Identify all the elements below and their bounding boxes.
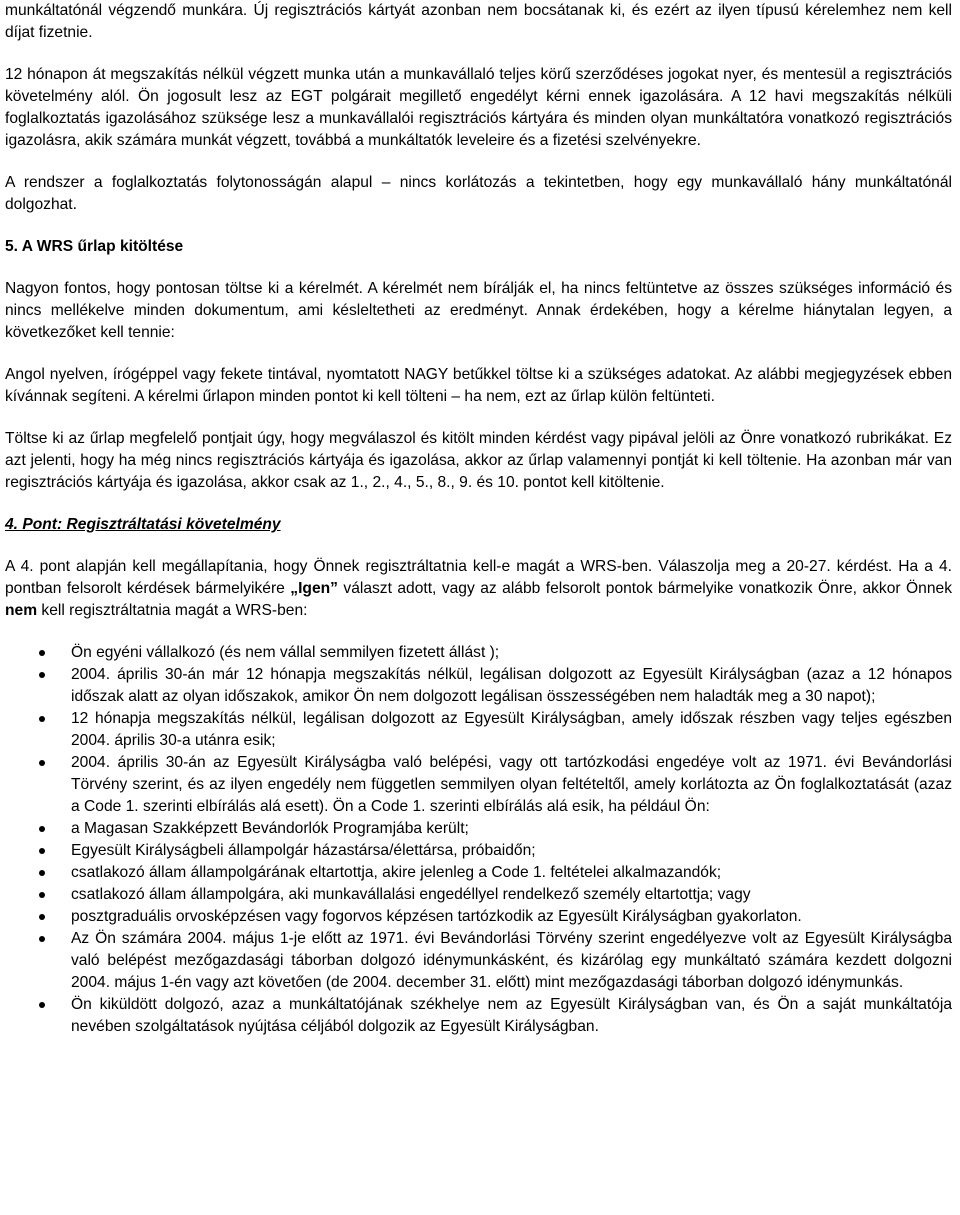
- paragraph-fill-points: Töltse ki az űrlap megfelelő pontjait úgy, hogy megválaszol és kitölt minden kérdést vagy pipával jelöli az Önre vonatkozó rubrikákat. Ez azt jelenti, hogy ha még nincs regisztrációs kártyája és igazolása, akkor az űrlap valamennyi pontját ki kell töltenie. Ha azonban már van regisztrációs kártyája és igazolása, akkor csak az 1., 2., 4., 5., 8., 9. és 10. pontot kell kitöltenie.: [5, 430, 952, 491]
- list-item: Az Ön számára 2004. május 1-je előtt az 1971. évi Bevándorlási Törvény szerint engedélyezve volt az Egyesült Királyságba való belépést mezőgazdasági táborban dolgozó idénymunkásként, és kizárólag egy munkáltató számára kezdett dolgozni 2004. május 1-én vagy azt követően (de 2004. december 31. előtt) mint mezőgazdasági táborban dolgozó idénymunkás.: [5, 928, 952, 994]
- nem-emphasis: nem: [5, 602, 38, 619]
- list-item: a Magasan Szakképzett Bevándorlók Programjába került;: [5, 818, 952, 840]
- list-item: csatlakozó állam állampolgára, aki munkavállalási engedéllyel rendelkező személy eltartottja; vagy: [5, 884, 952, 906]
- list-item: Egyesült Királyságbeli állampolgár házastársa/élettársa, próbaidőn;: [5, 840, 952, 862]
- paragraph-continuation: munkáltatónál végzendő munkára. Új regisztrációs kártyát azonban nem bocsátanak ki, és ezért az ilyen típusú kérelemhez nem kell díjat fizetnie.: [5, 2, 952, 41]
- paragraph-continuity: A rendszer a foglalkoztatás folytonosságán alapul – nincs korlátozás a tekintetben, hogy egy munkavállaló hány munkáltatónál dolgozhat.: [5, 174, 952, 213]
- list-item: 2004. április 30-án már 12 hónapja megszakítás nélkül, legálisan dolgozott az Egyesült Királyságban (azaz a 12 hónapos időszak alatt az olyan időszakok, amikor Ön nem dolgozott legálisan összességében nem haladták meg a 30 napot);: [5, 664, 952, 708]
- list-item: Ön egyéni vállalkozó (és nem vállal semmilyen fizetett állást );: [5, 642, 952, 664]
- paragraph-accuracy: Nagyon fontos, hogy pontosan töltse ki a kérelmét. A kérelmét nem bírálják el, ha nincs feltüntetve az összes szükséges információ és nincs mellékelve minden dokumentum, ami késleltetheti az eredményt. Annak érdekében, hogy a kérelme hiánytalan legyen, a következőket kell tennie:: [5, 280, 952, 341]
- list-item: csatlakozó állam állampolgárának eltartottja, akire jelenleg a Code 1. feltételei alkalmazandók;: [5, 862, 952, 884]
- list-item: 12 hónapja megszakítás nélkül, legálisan dolgozott az Egyesült Királyságban, amely időszak részben vagy teljes egészben 2004. április 30-a utánra esik;: [5, 708, 952, 752]
- section-heading-point-4: 4. Pont: Regisztráltatási követelmény: [5, 516, 281, 533]
- list-item: Ön kiküldött dolgozó, azaz a munkáltatójának székhelye nem az Egyesült Királyságban van, és Ön a saját munkáltatója nevében szolgáltatások nyújtása céljából dolgozik az Egyesült Királyságban.: [5, 994, 952, 1038]
- paragraph-english: Angol nyelven, írógéppel vagy fekete tintával, nyomtatott NAGY betűkkel töltse ki a szükséges adatokat. Az alábbi megjegyzések ebben kívánnak segíteni. A kérelmi űrlapon minden pontot ki kell tölteni – ha nem, ezt az űrlap külön feltünteti.: [5, 366, 952, 405]
- p6-part-e: kell regisztráltatnia magát a WRS-ben:: [37, 602, 308, 619]
- p6-part-a: A 4. pont alapján kell megállapítania, hogy Önnek regisztráltatnia kell-e magát a WRS-ben. Válaszolja meg a 20-27. kérdést. Ha a 4. pontban felsorolt kérdések bármelyikére: [5, 558, 952, 597]
- list-item: 2004. április 30-án az Egyesült Királyságba való belépési, vagy ott tartózkodási engedéye volt az 1971. évi Bevándorlási Törvény szerint, és az ilyen engedély nem független semmilyen olyan feltételtől, amely korlátozta az Ön foglalkoztatását (azaz a Code 1. szerinti elbírálás alá esett). Ön a Code 1. szerinti elbírálás alá esik, ha például Ön:: [5, 752, 952, 818]
- exemption-list: [5, 642, 952, 1038]
- section-heading-5: 5. A WRS űrlap kitöltése: [5, 238, 184, 255]
- paragraph-point-4: [5, 556, 952, 622]
- paragraph-contract-rights: 12 hónapon át megszakítás nélkül végzett munka után a munkavállaló teljes körű szerződéses jogokat nyer, és mentesül a regisztrációs követelmény alól. Ön jogosult lesz az EGT polgárait megillető engedélyt kérni ennek igazolására. A 12 havi megszakítás nélküli foglalkoztatás igazolásához szüksége lesz a munkavállalói regisztrációs kártyára és minden olyan munkáltatóra vonatkozó regisztrációs igazolásra, akik számára munkát végzett, továbbá a munkáltatók leveleire és a fizetési szelvényekre.: [5, 66, 952, 149]
- p6-part-c: választ adott, vagy az alább felsorolt pontok bármelyike vonatkozik Önre, akkor Önnek: [337, 580, 952, 597]
- igen-emphasis: „Igen”: [290, 580, 338, 597]
- list-item: posztgraduális orvosképzésen vagy fogorvos képzésen tartózkodik az Egyesült Királyságban gyakorlaton.: [5, 906, 952, 928]
